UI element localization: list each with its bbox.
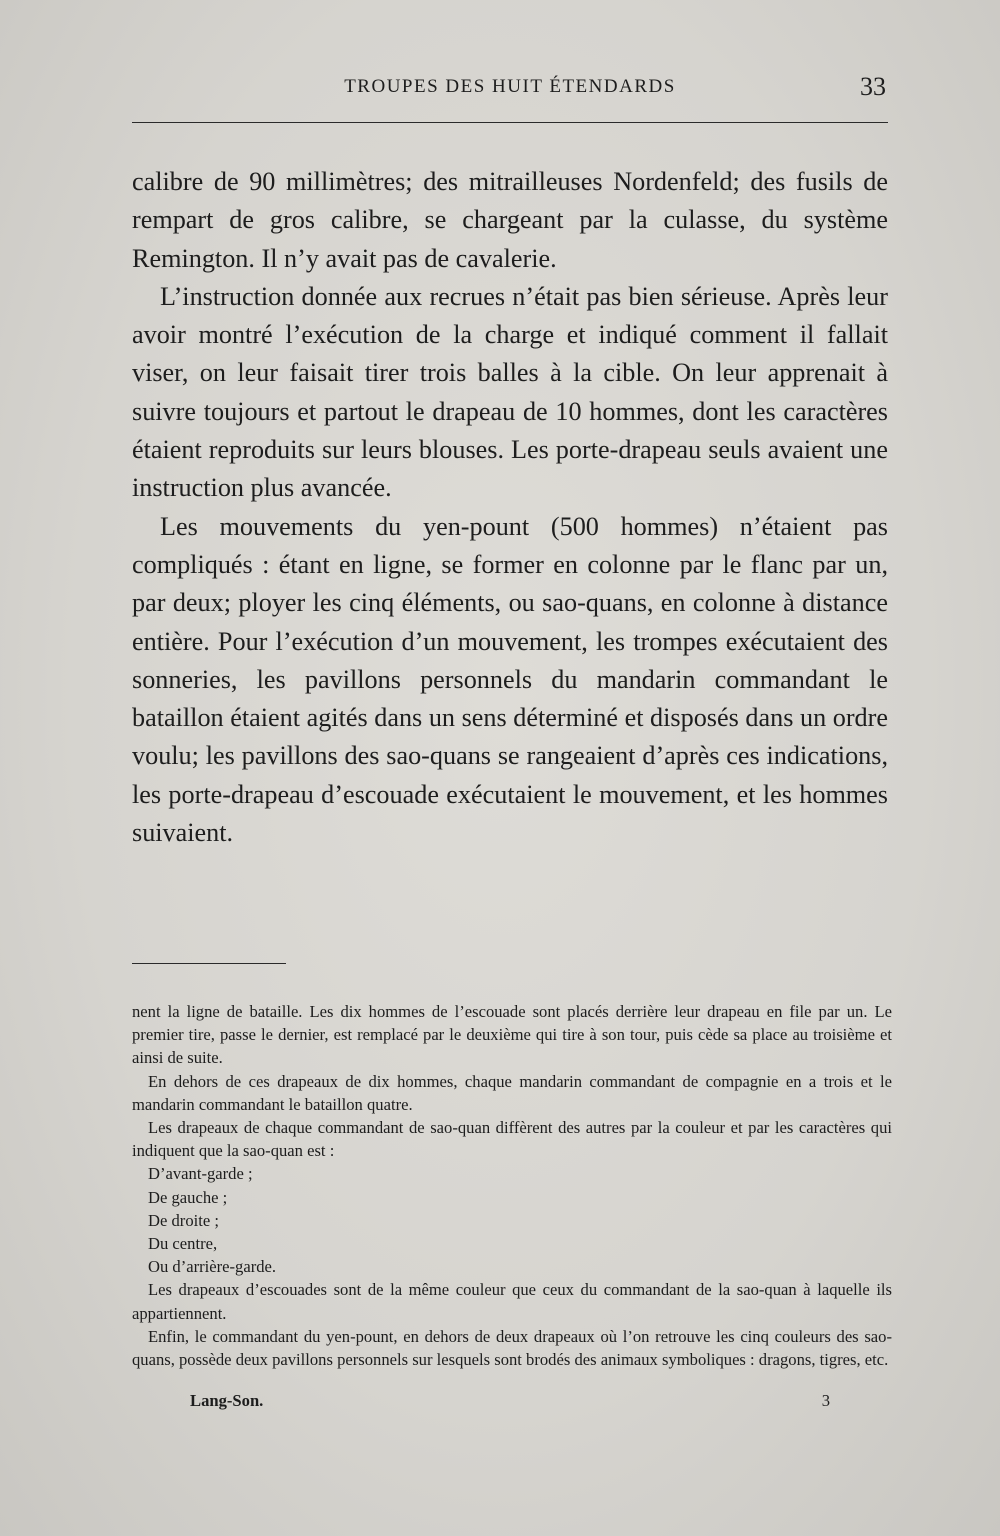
footnote-list-item: Ou d’arrière-garde. — [148, 1257, 277, 1277]
signature-mark-text: Lang-Son. — [190, 1391, 264, 1410]
running-title: TROUPES DES HUIT ÉTENDARDS — [344, 76, 676, 97]
page-footer — [190, 1391, 830, 1415]
footnote-list-item: De gauche ; — [148, 1187, 228, 1207]
page-number: 33 — [860, 72, 886, 101]
body-paragraph: L’instruction donnée aux recrues n’était pas bien sérieuse. Après leur avoir montré l’exécution de la charge et indiqué comment il fallait viser, on leur faisait tirer trois balles à la cible. On leur apprenait à suivre toujours et partout le drapeau de 10 hommes, dont les caractères étaient reproduits sur leurs blouses. Les porte-drapeau seuls avaient une instruction plus avancée. — [132, 281, 888, 503]
footnote-paragraph: nent la ligne de bataille. Les dix hommes de l’escouade sont placés derrière leur drapeau en file par un. Le premier tire, passe le dernier, est remplacé par le deuxième qui tire à son tour, puis cède sa place au troisième et ainsi de suite. — [132, 1002, 892, 1068]
footnote-paragraph: En dehors de ces drapeaux de dix hommes, chaque mandarin commandant de compagnie en a trois et le mandarin commandant le bataillon quatre. — [132, 1071, 892, 1114]
page-header — [132, 72, 888, 106]
footnote-list-item: Du centre, — [148, 1234, 218, 1254]
body-paragraph: Les mouvements du yen-pount (500 hommes) n’étaient pas compliqués : étant en ligne, se former en colonne par le flanc par un, par deux; ployer les cinq éléments, ou sao-quans, en colonne à distance entière. Pour l’exécution d’un mouvement, les trompes exécutaient des sonneries, les pavillons personnels du mandarin commandant le bataillon étaient agités dans un sens déterminé et disposés dans un ordre voulu; les pavillons des sao-quans se rangeaient d’après ces indications, les porte-drapeau d’escouade exécutaient le mouvement, et les hommes suivaient. — [132, 511, 888, 848]
footnotes — [132, 1000, 892, 1371]
footnote-paragraph: Les drapeaux d’escouades sont de la même couleur que ceux du commandant de la sao-quan à laquelle ils appartiennent. — [132, 1280, 892, 1323]
footnote-paragraph: Enfin, le commandant du yen-pount, en dehors de deux drapeaux où l’on retrouve les cinq couleurs des sao-quans, possède deux pavillons personnels sur lesquels sont brodés des animaux symboliques : dragons, tigres, etc. — [132, 1326, 892, 1370]
signature-number: 3 — [821, 1391, 830, 1410]
body-paragraph: calibre de 90 millimètres; des mitrailleuses Nordenfeld; des fusils de rempart de gros calibre, se chargeant par la culasse, du système Remington. Il n’y avait pas de cavalerie. — [132, 167, 888, 273]
footnote-paragraph: Les drapeaux de chaque commandant de sao-quan diffèrent des autres par la couleur et par les caractères qui indiquent que la sao-quan est : — [132, 1118, 892, 1161]
header-rule — [132, 122, 888, 123]
footnote-rule — [132, 963, 286, 964]
footnote-list-item: De droite ; — [148, 1210, 219, 1230]
main-text — [132, 163, 888, 852]
footnote-list-item: D’avant-garde ; — [148, 1164, 253, 1184]
